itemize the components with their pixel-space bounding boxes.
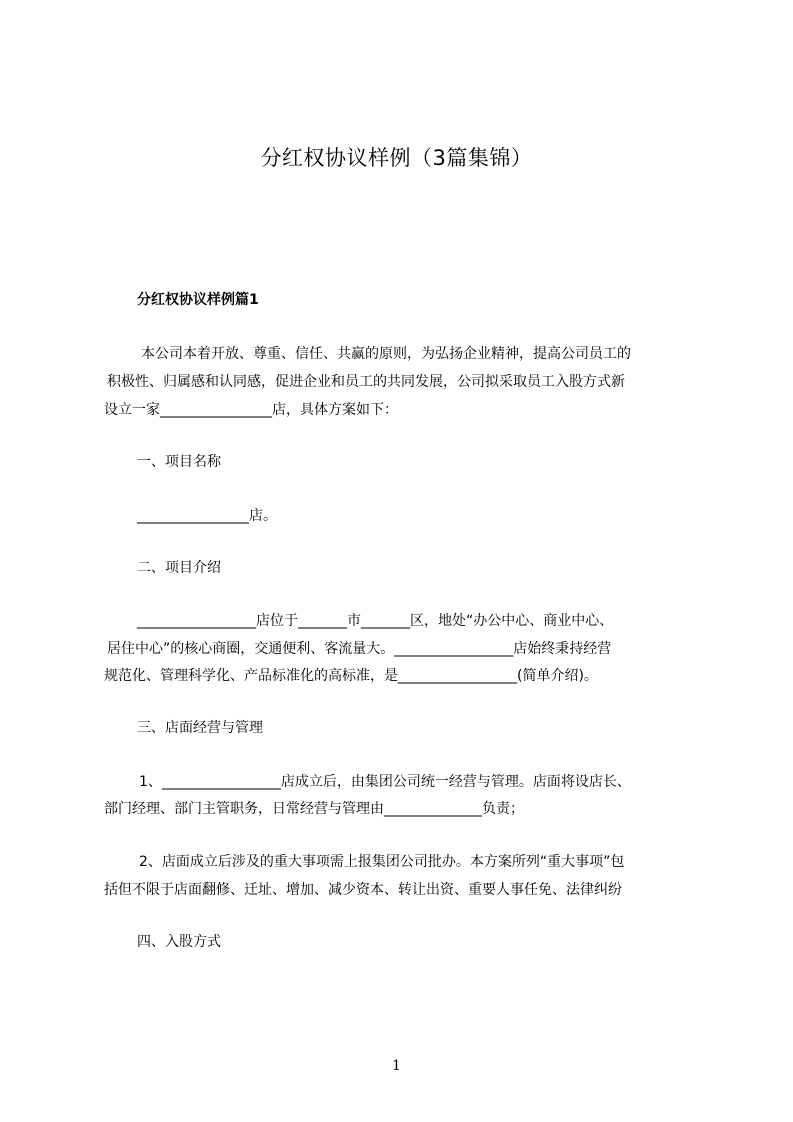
section-heading: 分红权协议样例篇1	[137, 292, 259, 308]
intro-line-2: 积极性、归属感和认同感，促进企业和员工的共同发展，公司拟采取员工入股方式新	[107, 374, 625, 390]
item2-heading: 二、项目介绍	[137, 560, 221, 576]
page-number: 1	[392, 1058, 401, 1074]
item3-point1-line-1: 1、_________________店成立后，由集团公司统一经营与管理。店面将设店长、	[139, 774, 631, 790]
item4-heading: 四、入股方式	[137, 934, 221, 950]
item2-line-2: 居住中心”的核心商圈，交通便利、客流量大。_________________店始终秉持经营	[107, 641, 612, 657]
item2-line-1: _________________店位于_______市_______区，地处“办公中心、商业中心、	[137, 613, 614, 629]
item2-line-3: 规范化、管理科学化、产品标准化的高标准，是_________________(简单介绍)。	[104, 668, 598, 684]
intro-line-1: 本公司本着开放、尊重、信任、共赢的原则，为弘扬企业精神，提高公司员工的	[141, 346, 631, 362]
item1-text: ________________店。	[137, 508, 277, 524]
item3-heading: 三、店面经营与管理	[137, 720, 263, 736]
item3-point1-line-2: 部门经理、部门主管职务，日常经营与管理由______________负责；	[104, 801, 524, 817]
item3-point2-line-1: 2、店面成立后涉及的重大事项需上报集团公司批办。本方案所列“重大事项”包	[139, 854, 625, 870]
item3-point2-line-2: 括但不限于店面翻修、迁址、增加、减少资本、转让出资、重要人事任免、法律纠纷	[104, 882, 622, 898]
document-title: 分红权协议样例（3篇集锦）	[260, 146, 533, 170]
intro-line-3: 设立一家________________店，具体方案如下：	[104, 402, 398, 418]
item1-heading: 一、项目名称	[137, 454, 221, 470]
